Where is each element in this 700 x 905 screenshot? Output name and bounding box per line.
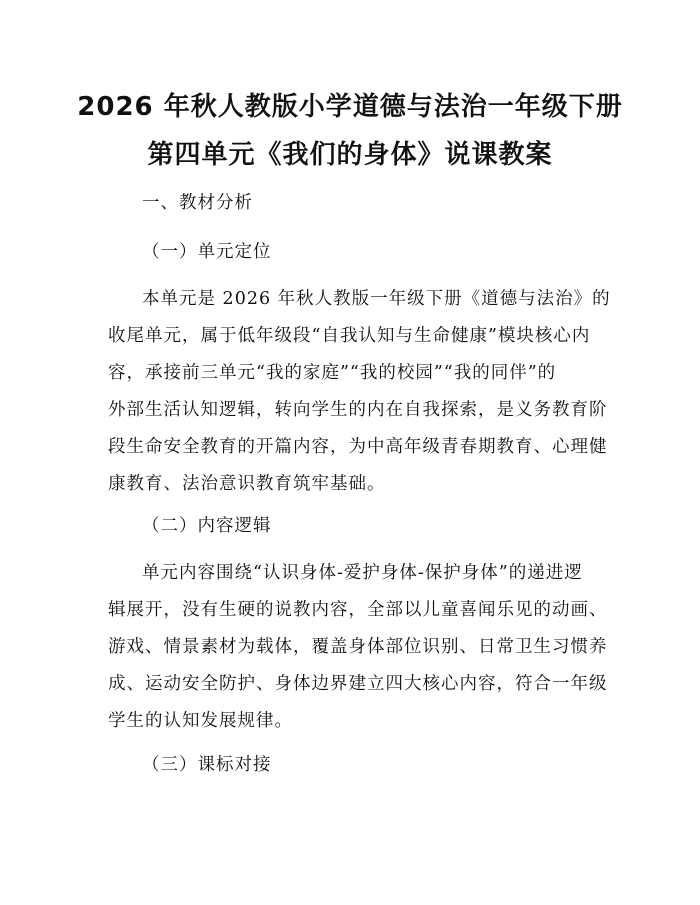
paragraph-line: 游戏、情景素材为载体，覆盖身体部位识别、日常卫生习惯养 [108, 637, 608, 657]
paragraph-line: 辑展开，没有生硬的说教内容，全部以儿童喜闻乐见的动画、 [108, 600, 608, 620]
paragraph-line: 成、运动安全防护、身体边界建立四大核心内容，符合一年级 [108, 674, 608, 694]
paragraph-line: 外部生活认知逻辑，转向学生的内在自我探索，是义务教育阶 [108, 400, 608, 420]
subsection-heading-content-logic: （二）内容逻辑 [142, 516, 272, 536]
document-title-line-2: 第四单元《我们的身体》说课教案 [147, 140, 553, 170]
paragraph-line: 单元内容围绕“认识身体-爱护身体-保护身体”的递进逻 [142, 563, 583, 583]
paragraph-line: 本单元是 2026 年秋人教版一年级下册《道德与法治》的 [142, 289, 611, 309]
paragraph-line: 段生命安全教育的开篇内容，为中高年级青春期教育、心理健 [108, 437, 608, 457]
subsection-heading-unit-positioning: （一）单元定位 [142, 242, 272, 262]
paragraph-line: 康教育、法治意识教育筑牢基础。 [108, 474, 386, 494]
section-heading-textbook-analysis: 一、教材分析 [142, 193, 253, 213]
paragraph-line: 容，承接前三单元“我的家庭”“我的校园”“我的同伴”的 [108, 363, 557, 383]
paragraph-unit-positioning [108, 281, 611, 503]
paragraph-line: 学生的认知发展规律。 [108, 711, 293, 731]
paragraph-content-logic [108, 555, 608, 740]
paragraph-line: 收尾单元，属于低年级段“自我认知与生命健康”模块核心内 [108, 326, 591, 346]
subsection-heading-curriculum-alignment: （三）课标对接 [142, 755, 272, 775]
document-title-line-1: 2026 年秋人教版小学道德与法治一年级下册 [77, 92, 623, 122]
